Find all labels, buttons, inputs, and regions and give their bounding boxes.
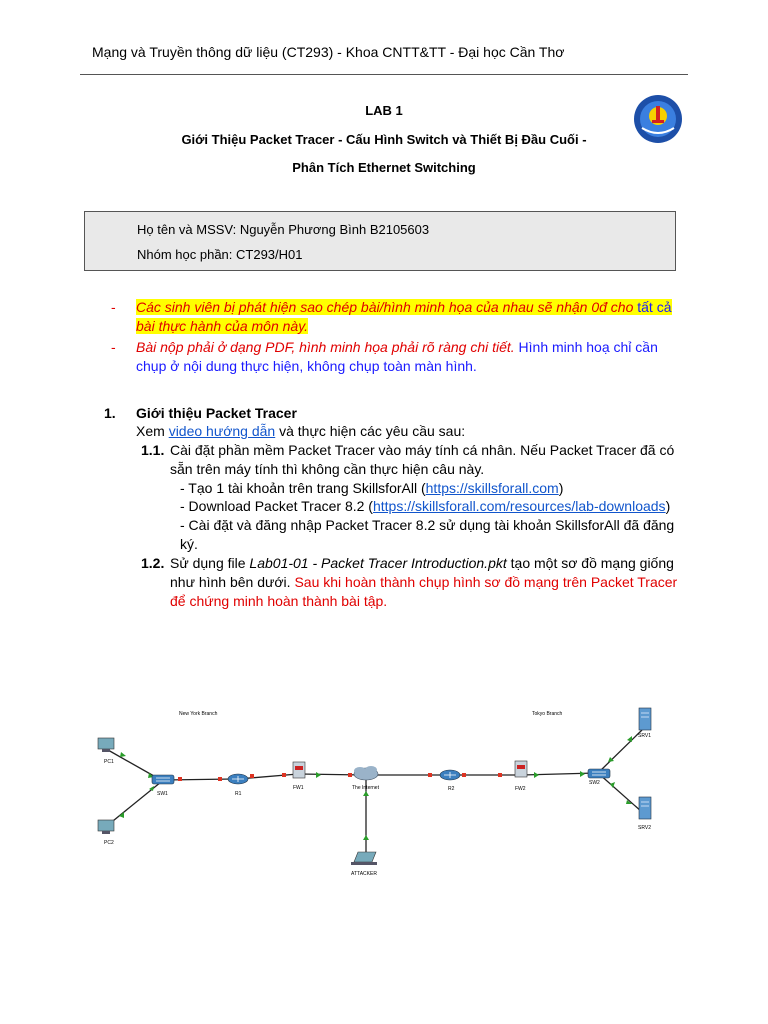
header-divider xyxy=(80,74,688,75)
s12-line2-a: như hình bên dưới. xyxy=(170,574,295,590)
section1-intro xyxy=(136,422,465,441)
note2-dash: - xyxy=(111,339,116,355)
internet-label: The Internet xyxy=(352,785,379,791)
s12-text-a: Sử dụng file xyxy=(170,555,250,571)
switch-sw1-icon[interactable] xyxy=(152,775,174,784)
attacker-laptop-icon[interactable] xyxy=(351,852,377,865)
intro-text-b: và thực hiện các yêu cầu sau: xyxy=(275,423,466,439)
network-links xyxy=(108,730,642,854)
subsection-1-2-number: 1.2. xyxy=(141,555,165,571)
s12-line2-b: Sau khi hoàn thành chụp hình sơ đồ mạng trên Packet Tracer xyxy=(294,574,678,590)
section1-number: 1. xyxy=(104,405,116,421)
pkt-filename: Lab01-01 - Packet Tracer Introduction.pkt xyxy=(249,555,507,571)
router-r1-icon[interactable] xyxy=(228,774,248,784)
intro-text: Xem xyxy=(136,423,169,439)
subsection-1-2-line2 xyxy=(170,573,677,592)
section1-title: Giới thiệu Packet Tracer xyxy=(136,405,297,421)
step-download xyxy=(180,497,670,516)
pc2-icon[interactable] xyxy=(98,820,114,834)
step2-end: ) xyxy=(665,498,671,514)
step1-text: - Tạo 1 tài khoản trên trang SkillsforAll ( xyxy=(180,480,426,496)
lab-title-line1: Giới Thiệu Packet Tracer - Cấu Hình Switch và Thiết Bị Đầu Cuối - xyxy=(181,132,587,147)
subsection-1-1-line1: Cài đặt phần mềm Packet Tracer vào máy tính cá nhân. Nếu Packet Tracer đã có xyxy=(170,442,675,458)
note1-text-cont: bài thực hành của môn này. xyxy=(136,318,309,334)
server-srv1-icon[interactable] xyxy=(639,708,651,730)
note1 xyxy=(136,298,681,317)
r2-label: R2 xyxy=(448,786,455,792)
subsection-1-2-line1 xyxy=(170,554,674,573)
subsection-1-1-line2: sẵn trên máy tính thì không cần thực hiện câu này. xyxy=(170,461,485,477)
fw1-label: FW1 xyxy=(293,785,304,791)
server-srv2-icon[interactable] xyxy=(639,797,651,819)
lab-title-line2: Phân Tích Ethernet Switching xyxy=(292,160,476,175)
document-header: Mạng và Truyền thông dữ liệu (CT293) - Khoa CNTT&TT - Đại học Cần Thơ xyxy=(92,44,565,60)
network-diagram xyxy=(86,700,686,885)
note1-text: Các sinh viên bị phát hiện sao chép bài/hình minh họa của nhau sẽ nhận 0đ cho xyxy=(136,299,638,315)
student-name: Họ tên và MSSV: Nguyễn Phương Bình B2105603 xyxy=(137,222,430,237)
note2-text-b: Hình minh hoạ chỉ cần xyxy=(514,339,658,355)
note1-emphasis: tất cả xyxy=(637,299,672,315)
step-install-line2: ký. xyxy=(180,536,198,552)
note1-cont xyxy=(136,317,308,336)
skillsforall-link[interactable]: https://skillsforall.com xyxy=(425,480,559,496)
subsection-1-2-line3: để chứng minh hoàn thành bài tập. xyxy=(170,593,388,609)
internet-cloud-icon[interactable] xyxy=(354,766,378,780)
note2-cont: chụp ở nội dung thực hiện, không chụp toàn màn hình. xyxy=(136,358,477,374)
university-logo xyxy=(633,94,683,144)
fw2-label: FW2 xyxy=(515,786,526,792)
sw2-label: SW2 xyxy=(589,780,600,786)
step-install-line1: - Cài đặt và đăng nhập Packet Tracer 8.2 sử dụng tài khoản SkillsforAll đã đăng xyxy=(180,517,675,533)
pc1-label: PC1 xyxy=(104,759,114,765)
firewall-fw2-icon[interactable] xyxy=(515,761,527,777)
srv1-label: SRV1 xyxy=(638,733,651,739)
step1-end: ) xyxy=(558,480,564,496)
tokyo-branch-label: Tokyo Branch xyxy=(532,711,563,717)
firewall-fw1-icon[interactable] xyxy=(293,762,305,778)
r1-label: R1 xyxy=(235,791,242,797)
step-create-account xyxy=(180,479,563,498)
sw1-label: SW1 xyxy=(157,791,168,797)
router-r2-icon[interactable] xyxy=(440,770,460,780)
lab-downloads-link[interactable]: https://skillsforall.com/resources/lab-downloads xyxy=(372,498,666,514)
note1-dash: - xyxy=(111,299,116,315)
video-guide-link[interactable]: video hướng dẫn xyxy=(168,423,276,439)
class-group: Nhóm học phần: CT293/H01 xyxy=(137,247,303,262)
ny-branch-label: New York Branch xyxy=(179,711,218,717)
pc1-icon[interactable] xyxy=(98,738,114,752)
note2-text: Bài nộp phải ở dạng PDF, hình minh họa phải rõ ràng chi tiết. xyxy=(136,339,515,355)
switch-sw2-icon[interactable] xyxy=(588,769,610,778)
pc2-label: PC2 xyxy=(104,840,114,846)
attacker-label: ATTACKER xyxy=(351,871,377,877)
step2-text: - Download Packet Tracer 8.2 ( xyxy=(180,498,373,514)
s12-text-b: tạo một sơ đồ mạng giống xyxy=(506,555,674,571)
srv2-label: SRV2 xyxy=(638,825,651,831)
student-info-box xyxy=(84,211,676,271)
note2 xyxy=(136,338,681,357)
lab-number: LAB 1 xyxy=(365,103,403,118)
subsection-1-1-number: 1.1. xyxy=(141,442,165,458)
